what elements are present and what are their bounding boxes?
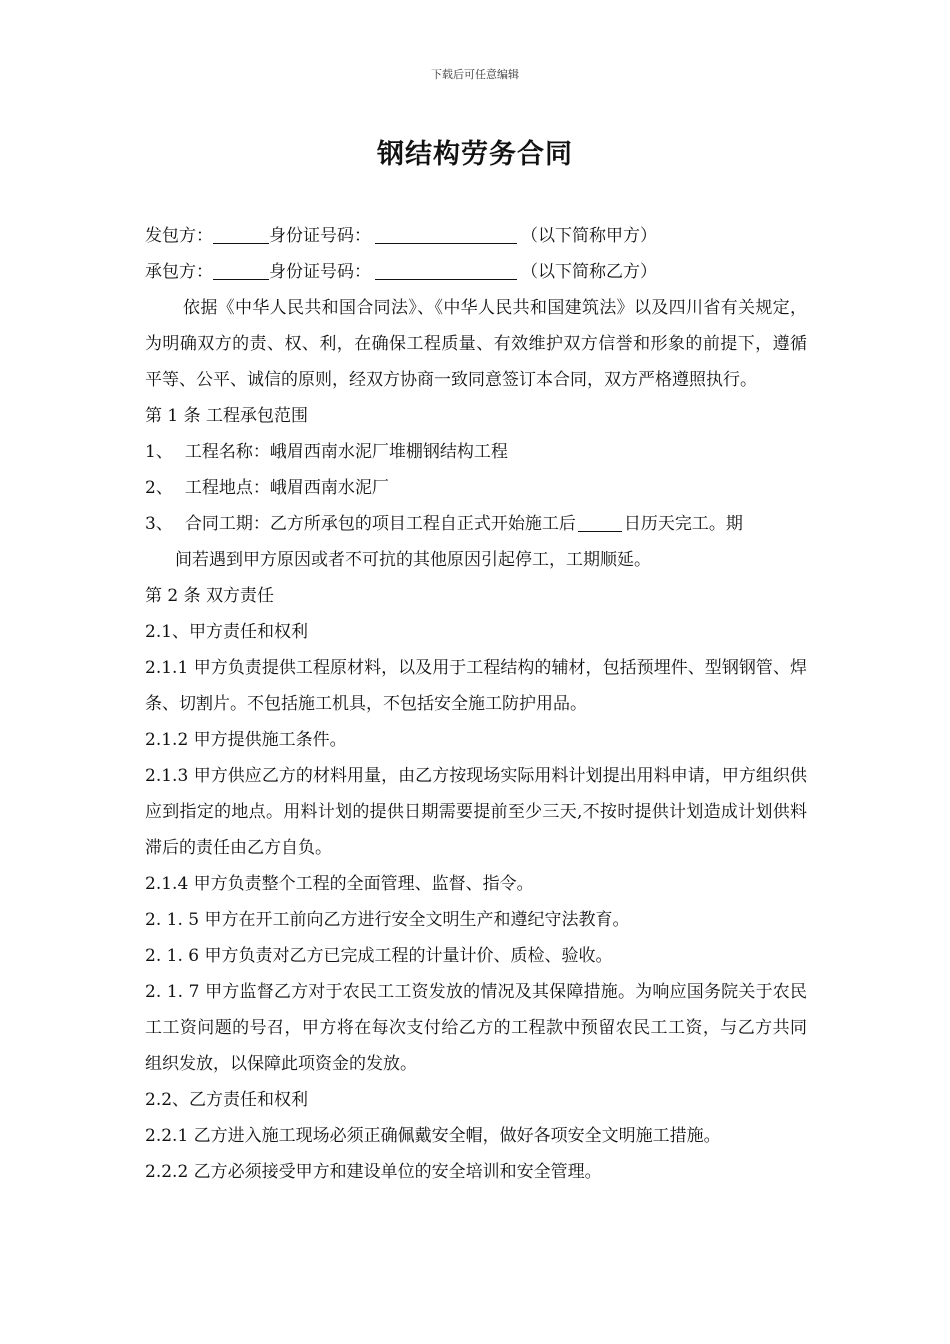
item3-text-post: 日历天完工。期 — [623, 514, 743, 534]
party-a-line — [145, 218, 807, 254]
days-blank — [578, 511, 622, 532]
item3-number: 3、 — [145, 514, 173, 534]
item2-number: 2、 — [145, 478, 173, 498]
contract-body — [145, 218, 807, 1190]
article1-item3-continued: 间若遇到甲方原因或者不可抗的其他原因引起停工，工期顺延。 — [175, 550, 651, 570]
clause-2-1-6: 2. 1. 6 甲方负责对乙方已完成工程的计量计价、质检、验收。 — [145, 946, 613, 966]
preamble-paragraph: 依据《中华人民共和国合同法》、《中华人民共和国建筑法》以及四川省有关规定，为明确双方的责、权、利，在确保工程质量、有效维护双方信誉和形象的前提下，遵循平等、公平、诚信的原则，经双方协商一致同意签订本合同，双方严格遵照执行。 — [145, 298, 807, 390]
clause-2-1-2: 2.1.2 甲方提供施工条件。 — [145, 730, 347, 750]
party-b-name-blank — [213, 259, 269, 280]
document-title: 钢结构劳务合同 — [377, 139, 573, 170]
header-note: 下载后可任意编辑 — [431, 68, 519, 81]
item3-text-pre: 合同工期：乙方所承包的项目工程自正式开始施工后 — [184, 514, 576, 534]
party-b-suffix: （以下简称乙方） — [521, 262, 657, 282]
party-b-id-blank — [375, 259, 517, 280]
article1-heading: 第 1 条 工程承包范围 — [145, 406, 309, 426]
item2-text: 工程地点：峨眉西南水泥厂 — [184, 478, 389, 498]
party-b-line — [145, 254, 807, 290]
clause-2-1-4: 2.1.4 甲方负责整个工程的全面管理、监督、指令。 — [145, 874, 534, 894]
clause-2-1-5: 2. 1. 5 甲方在开工前向乙方进行安全文明生产和遵纪守法教育。 — [145, 910, 630, 930]
party-b-id-label: 身份证号码： — [269, 262, 371, 282]
item1-text: 工程名称：峨眉西南水泥厂堆棚钢结构工程 — [184, 442, 508, 462]
section-2-2-heading: 2.2、乙方责任和权利 — [145, 1090, 309, 1110]
clause-2-1-1: 2.1.1 甲方负责提供工程原材料，以及用于工程结构的辅材，包括预埋件、型钢钢管、焊条、切割片。不包括施工机具，不包括安全施工防护用品。 — [145, 658, 807, 714]
section-2-1-heading: 2.1、甲方责任和权利 — [145, 622, 309, 642]
article1-item2 — [145, 470, 807, 506]
article2-heading: 第 2 条 双方责任 — [145, 586, 275, 606]
party-b-label: 承包方： — [145, 262, 213, 282]
party-a-suffix: （以下简称甲方） — [521, 226, 657, 246]
item1-number: 1、 — [145, 442, 173, 462]
article1-item1 — [145, 434, 807, 470]
party-a-id-blank — [375, 223, 517, 244]
clause-2-1-7: 2. 1. 7 甲方监督乙方对于农民工工资发放的情况及其保障措施。为响应国务院关于农民工工资问题的号召，甲方将在每次支付给乙方的工程款中预留农民工工资，与乙方共同组织发放，以保障此项资金的发放。 — [145, 982, 807, 1074]
clause-2-2-2: 2.2.2 乙方必须接受甲方和建设单位的安全培训和安全管理。 — [145, 1162, 602, 1182]
party-a-name-blank — [213, 223, 269, 244]
party-a-id-label: 身份证号码： — [269, 226, 371, 246]
article1-item3 — [145, 506, 807, 542]
clause-2-1-3: 2.1.3 甲方供应乙方的材料用量，由乙方按现场实际用料计划提出用料申请，甲方组织供应到指定的地点。用料计划的提供日期需要提前至少三天,不按时提供计划造成计划供料滞后的责任由乙方自负。 — [145, 766, 807, 858]
clause-2-2-1: 2.2.1 乙方进入施工现场必须正确佩戴安全帽，做好各项安全文明施工措施。 — [145, 1126, 721, 1146]
party-a-label: 发包方： — [145, 226, 213, 246]
